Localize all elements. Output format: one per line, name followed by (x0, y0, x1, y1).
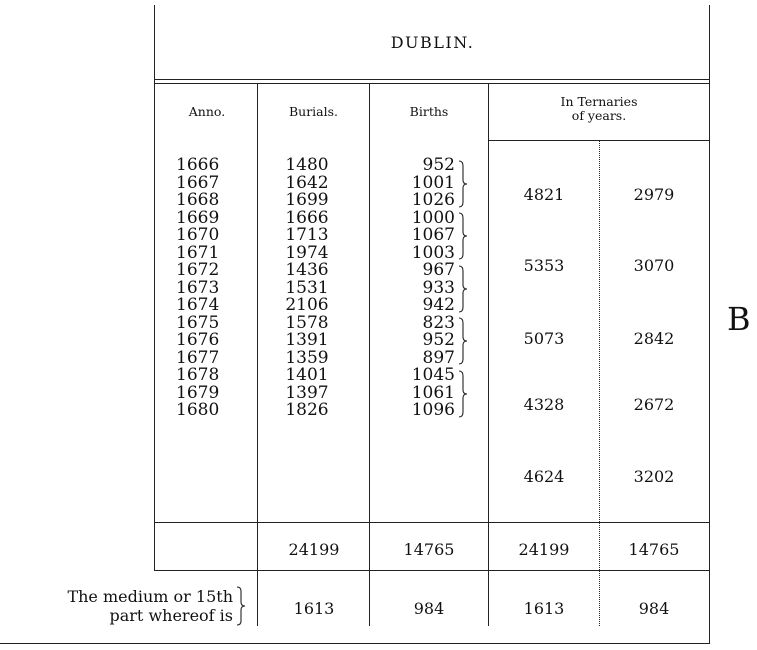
burials-1680: 1826 (285, 400, 329, 420)
medium-bottom-rule (0, 643, 710, 644)
burials-1670: 1713 (285, 225, 329, 245)
totals-top-rule (154, 522, 710, 523)
col-sep-births-ternaries (488, 83, 489, 626)
ternary-2-births: 3070 (633, 256, 675, 275)
anno-1667: 1667 (176, 172, 220, 193)
ternary-2-burials: 5353 (523, 256, 565, 275)
burials-1672: 1436 (285, 260, 329, 280)
medium-label-line2: part whereof is (109, 606, 233, 625)
births-1668: 1026 (411, 190, 455, 210)
burials-1676: 1391 (285, 330, 329, 350)
ternary-1-births: 2979 (633, 185, 675, 204)
burials-1667: 1642 (285, 172, 329, 193)
anno-1675: 1675 (176, 312, 220, 333)
anno-1672: 1672 (176, 260, 220, 280)
anno-1676: 1676 (176, 330, 220, 350)
births-1677: 897 (422, 347, 455, 368)
births-1671: 1003 (411, 242, 455, 263)
births-1672: 967 (422, 260, 455, 280)
burials-1668: 1699 (285, 190, 329, 210)
anno-1678: 1678 (176, 365, 220, 385)
brace-ternary-2 (458, 212, 468, 260)
brace-ternary-4 (458, 317, 468, 365)
medium-burials: 1613 (293, 599, 335, 618)
header-ternaries-line1: In Ternaries (560, 94, 638, 109)
header-burials: Burials. (288, 104, 339, 119)
anno-1680: 1680 (176, 400, 220, 420)
header-ternaries-line2: of years. (571, 108, 627, 123)
anno-1671: 1671 (176, 242, 220, 263)
table-left-border (154, 5, 155, 570)
ternary-4-burials: 4328 (523, 395, 565, 414)
burials-1677: 1359 (285, 347, 329, 368)
anno-1668: 1668 (176, 190, 220, 210)
births-1680: 1096 (411, 400, 455, 420)
births-1674: 942 (422, 295, 455, 315)
ternary-4-births: 2672 (633, 395, 675, 414)
ternary-3-births: 2842 (633, 329, 675, 348)
total-ternary-births: 14765 (628, 540, 680, 559)
births-1679: 1061 (411, 382, 455, 403)
births-1678: 1045 (411, 365, 455, 385)
medium-births: 984 (413, 599, 445, 618)
header-rule-double (154, 83, 710, 84)
anno-1677: 1677 (176, 347, 220, 368)
title-rule (154, 79, 710, 80)
medium-ternary-births: 984 (638, 599, 670, 618)
burials-1671: 1974 (285, 242, 329, 263)
births-1676: 952 (422, 330, 455, 350)
anno-1669: 1669 (176, 207, 220, 228)
births-1669: 1000 (411, 207, 455, 228)
births-1666: 952 (422, 155, 455, 175)
brace-ternary-3 (458, 265, 468, 313)
total-births: 14765 (403, 540, 455, 559)
burials-1675: 1578 (285, 312, 329, 333)
total-ternary-burials: 24199 (518, 540, 570, 559)
brace-ternary-5 (458, 370, 468, 418)
births-1675: 823 (422, 312, 455, 333)
burials-1669: 1666 (285, 207, 329, 228)
header-births: Births (409, 104, 449, 119)
brace-ternary-1 (458, 160, 468, 208)
burials-1666: 1480 (285, 155, 329, 175)
table-right-border (709, 5, 710, 643)
burials-1679: 1397 (285, 382, 329, 403)
anno-1679: 1679 (176, 382, 220, 403)
births-1667: 1001 (411, 172, 455, 193)
ternary-5-births: 3202 (633, 467, 675, 486)
ternary-5-burials: 4624 (523, 467, 565, 486)
header-anno: Anno. (188, 104, 226, 119)
burials-1674: 2106 (285, 295, 329, 315)
burials-1673: 1531 (285, 277, 329, 298)
totals-bottom-rule (154, 570, 710, 571)
medium-ternary-burials: 1613 (523, 599, 565, 618)
burials-1678: 1401 (285, 365, 329, 385)
table-title: DUBLIN. (390, 33, 475, 52)
margin-letter: B (727, 300, 751, 338)
anno-1674: 1674 (176, 295, 220, 315)
births-1673: 933 (422, 277, 455, 298)
medium-label-line1: The medium or 15th (67, 587, 233, 606)
total-burials: 24199 (288, 540, 340, 559)
ternary-3-burials: 5073 (523, 329, 565, 348)
medium-brace (236, 586, 246, 626)
anno-1673: 1673 (176, 277, 220, 298)
births-1670: 1067 (411, 225, 455, 245)
anno-1670: 1670 (176, 225, 220, 245)
ternary-1-burials: 4821 (523, 185, 565, 204)
anno-1666: 1666 (176, 155, 220, 175)
